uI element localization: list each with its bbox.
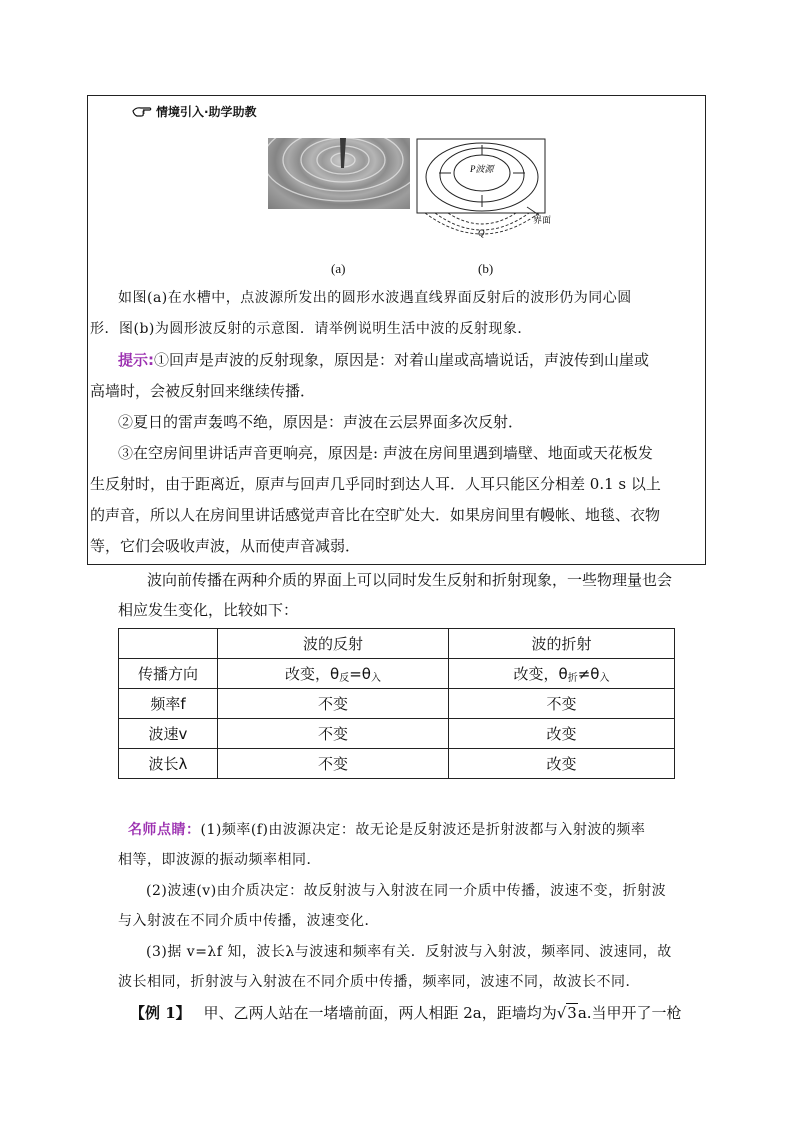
table-header-cell: 波的折射 <box>449 629 675 659</box>
intro-line-2: 形．图(b)为圆形波反射的示意图．请举例说明生活中波的反射现象． <box>90 321 532 337</box>
box-header <box>132 102 257 120</box>
hint-line-3d: 等，它们会吸收声波，从而使声音减弱． <box>90 537 361 555</box>
pointing-hand-icon <box>132 104 152 118</box>
hint-label: 提示: <box>118 351 154 369</box>
example-1: 【例 1】 甲、乙两人站在一堵墙前面，两人相距 2a，距墙均为√3a.当甲开了一枪 <box>130 999 682 1028</box>
caption-a: (a) <box>331 261 346 276</box>
comparison-table <box>118 628 675 779</box>
sqrt-expression: √3 <box>556 1004 577 1022</box>
wave-reflection-diagram <box>415 137 565 247</box>
note-line-1b: 相等，即波源的振动频率相同． <box>118 852 321 868</box>
table-header-cell <box>119 629 218 659</box>
table-row <box>119 719 675 749</box>
table-cell: 不变 <box>218 689 449 719</box>
table-cell: 改变，$\theta_折\ne\theta_入$ <box>449 659 675 689</box>
row-label: 波长λ <box>119 749 218 779</box>
note-line-1: 名师点睛：(1)频率(f)由波源决定：故无论是反射波还是折射波都与入射波的频率 <box>128 822 646 838</box>
hint-line-1b: 高墙时，会被反射回来继续传播． <box>90 382 316 400</box>
table-cell: 不变 <box>449 689 675 719</box>
table-cell: 改变 <box>449 749 675 779</box>
note-label: 名师点睛： <box>128 822 201 838</box>
table-cell: 不变 <box>218 749 449 779</box>
row-label: 波速v <box>119 719 218 749</box>
table-row <box>119 689 675 719</box>
box-header-title: 情境引入·助学助教 <box>156 104 257 119</box>
hint-line-3c: 的声音，所以人在房间里讲话感觉声音比在空旷处大．如果房间里有幔帐、地毯、衣物 <box>90 506 661 524</box>
water-wave-photo <box>268 138 410 209</box>
note-line-3b: 波长相同，折射波与入射波在不同介质中传播，频率同，波速不同，故波长不同． <box>118 974 640 990</box>
para-line-2: 相应发生变化，比较如下： <box>118 601 299 619</box>
example-label: 【例 1】 <box>130 1004 191 1022</box>
row-label: 传播方向 <box>119 659 218 689</box>
intro-line-1: 如图(a)在水槽中，点波源所发出的圆形水波遇直线界面反射后的波形仍为同心圆 <box>118 290 632 306</box>
hint-line-2: ②夏日的雷声轰鸣不绝，原因是：声波在云层界面多次反射． <box>118 413 524 431</box>
caption-b: (b) <box>478 261 494 276</box>
scenario-box <box>87 95 706 565</box>
row-label: 频率f <box>119 689 218 719</box>
table-row <box>119 659 675 689</box>
hint-line-3: ③在空房间里讲话声音更响亮，原因是: 声波在房间里遇到墙壁、地面或天花板发 <box>118 444 653 462</box>
table-header-cell: 波的反射 <box>218 629 449 659</box>
note-line-3: (3)据 v=λf 知，波长λ与波速和频率有关．反射波与入射波，频率同、波速同，故 <box>146 944 672 960</box>
note-line-2: (2)波速(v)由介质决定：故反射波与入射波在同一介质中传播，波速不变，折射波 <box>146 883 667 899</box>
hint-line-1: 提示:①回声是声波的反射现象，原因是：对着山崖或高墙说话，声波传到山崖或 <box>118 351 650 369</box>
table-header-row <box>119 629 675 659</box>
source-label: P波源 <box>470 164 494 174</box>
para-line-1: 波向前传播在两种介质的界面上可以同时发生反射和折射现象，一些物理量也会 <box>147 571 673 589</box>
interface-label: 界面 <box>533 216 552 226</box>
table-row <box>119 749 675 779</box>
q-label: Q <box>478 228 485 238</box>
note-line-2b: 与入射波在不同介质中传播，波速变化． <box>118 913 379 929</box>
table-cell: 不变 <box>218 719 449 749</box>
hint-line-3b: 生反射时，由于距离近，原声与回声几乎同时到达人耳．人耳只能区分相差 0.1 s 以上 <box>90 475 661 493</box>
table-cell: 改变，$\theta_反=\theta_入$ <box>218 659 449 689</box>
table-cell: 改变 <box>449 719 675 749</box>
